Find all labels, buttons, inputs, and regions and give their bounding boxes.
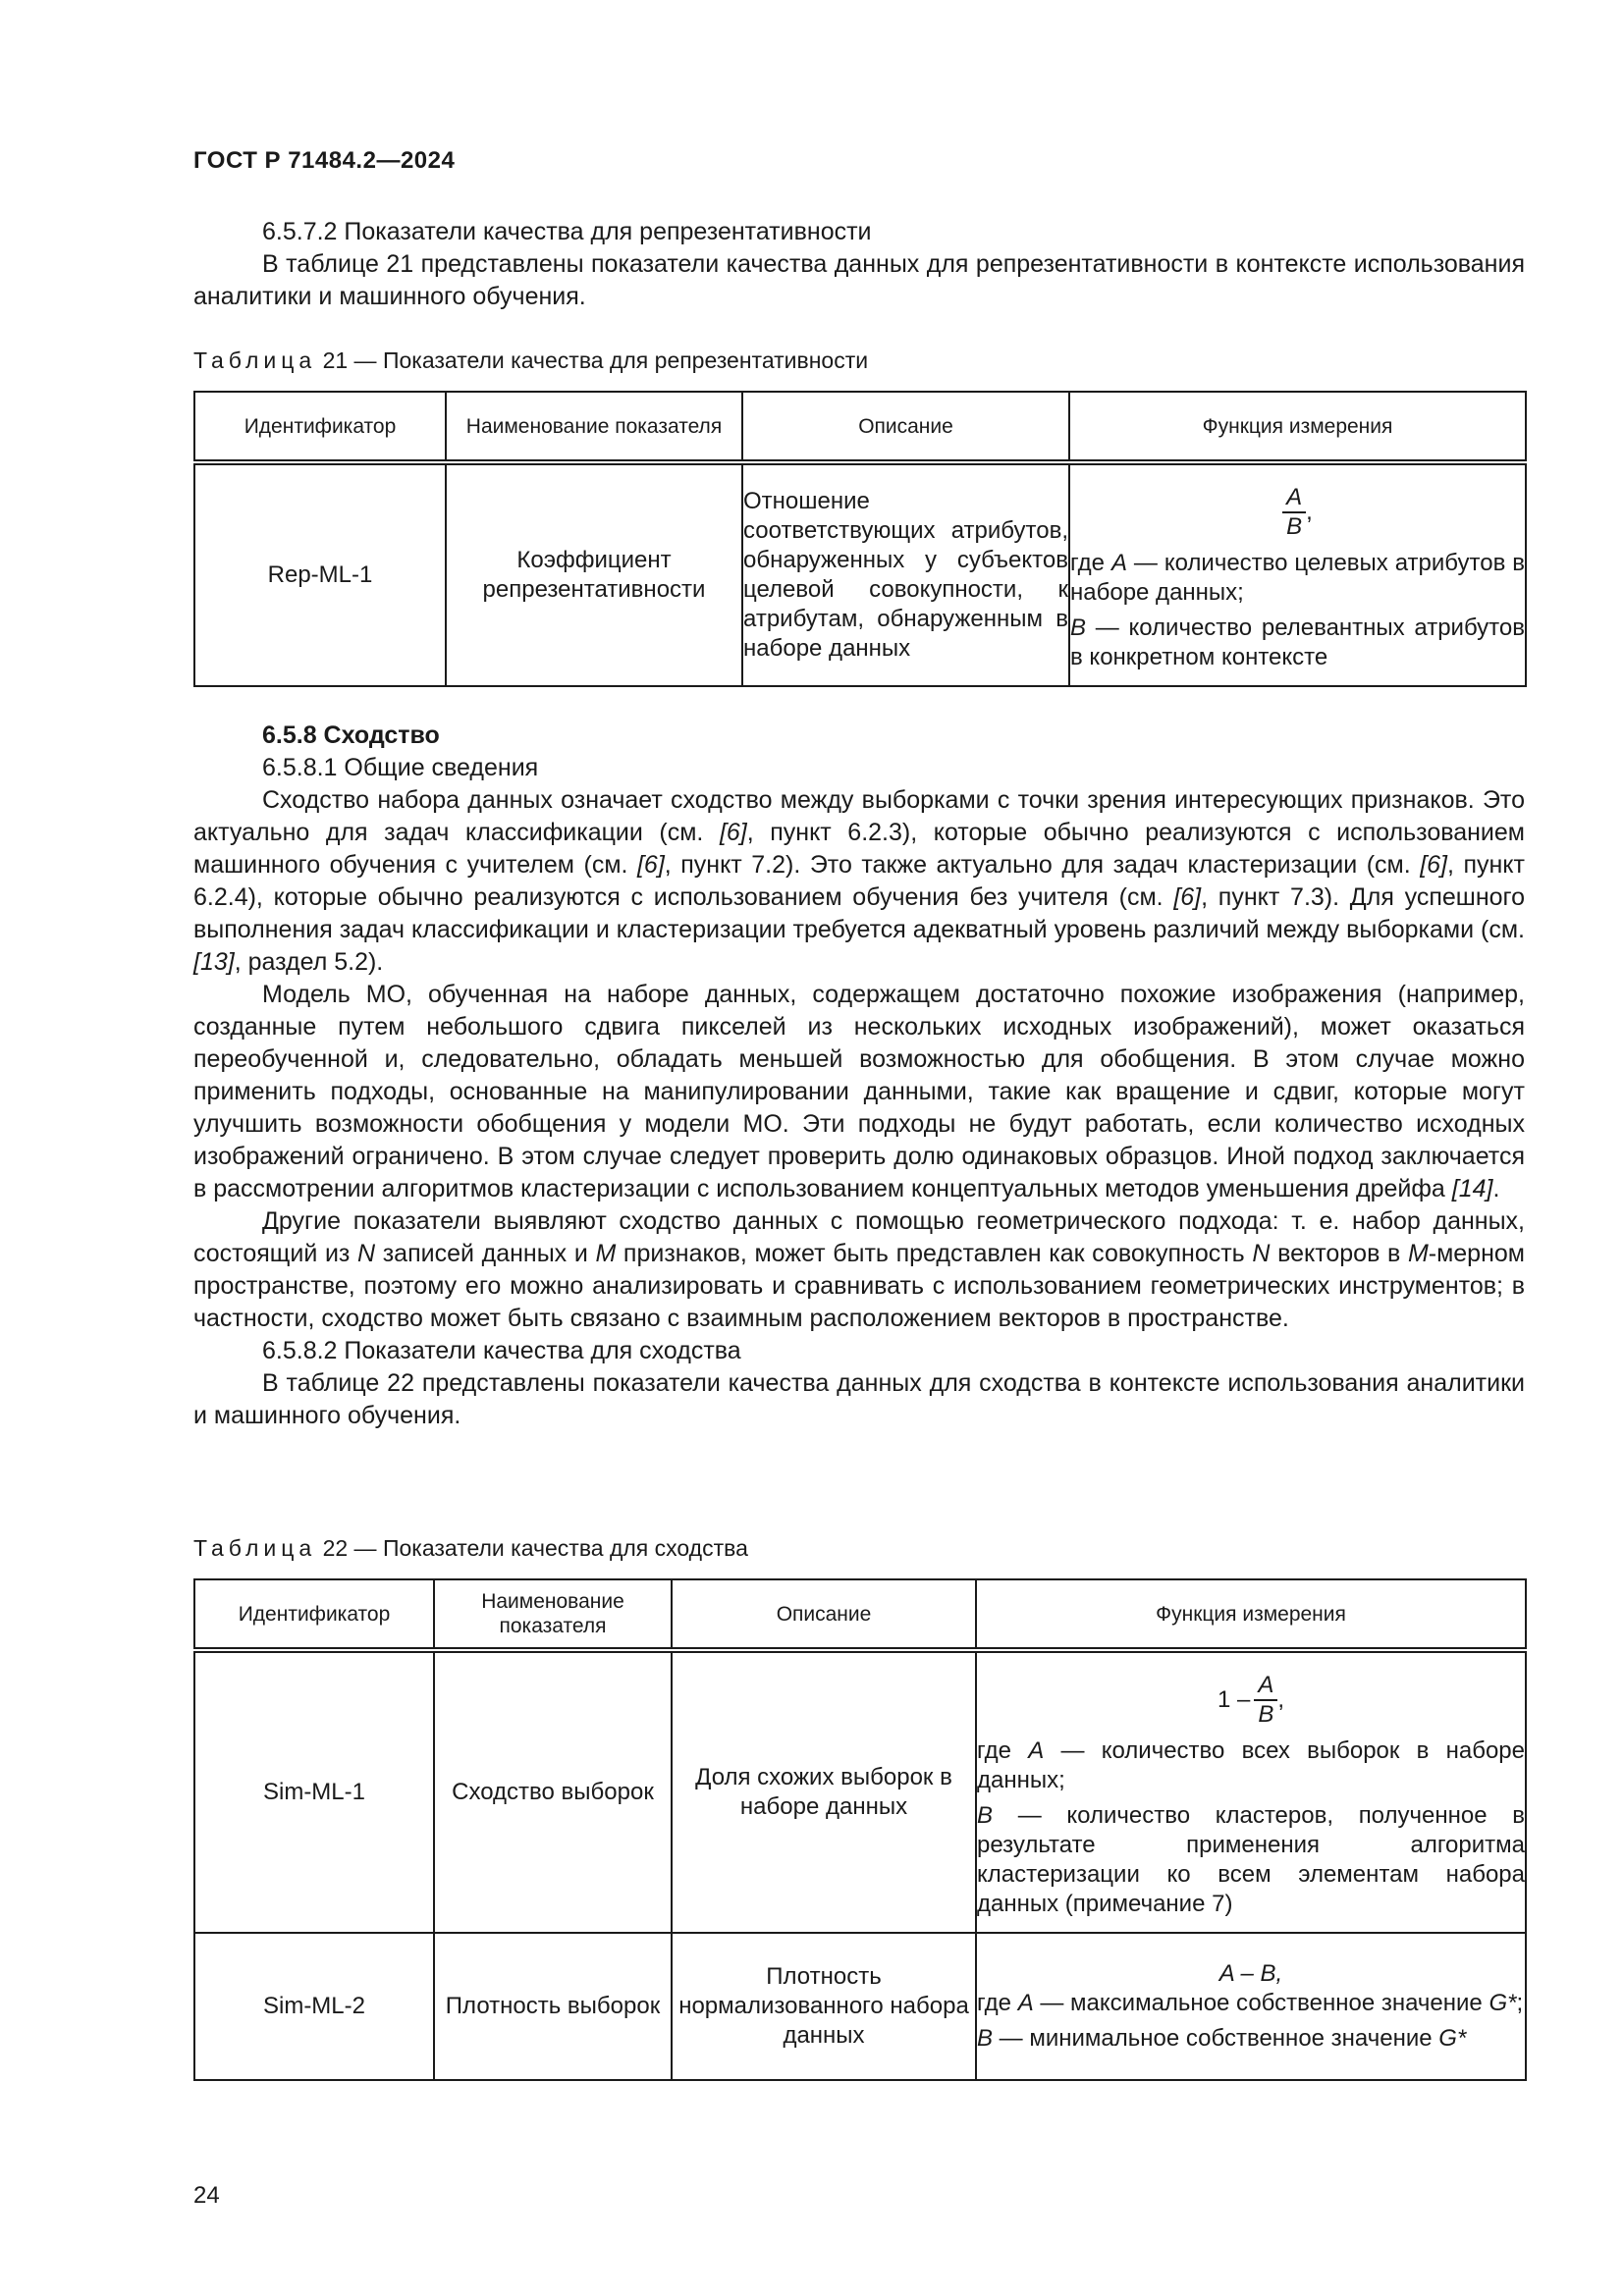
- caption-label: Таблица: [193, 347, 317, 373]
- numerator: A: [1258, 1672, 1274, 1698]
- caption-text: 22 — Показатели качества для сходства: [316, 1535, 748, 1561]
- cell-function: [976, 1933, 1526, 2080]
- where-a: где A — количество всех выборок в наборе данных;: [977, 1737, 1525, 1793]
- where-a: где A — максимальное собственное значение G*;: [977, 1990, 1524, 2016]
- subsection-title: 6.5.8.2 Показатели качества для сходства: [262, 1337, 741, 1364]
- header-name: Наименование показателя: [434, 1579, 672, 1650]
- formula: [977, 1672, 1525, 1729]
- section-6-5-8: [193, 720, 1525, 1432]
- paragraph: В таблице 22 представлены показатели качества данных для сходства в контексте использования аналитики и машинного обучения.: [193, 1369, 1525, 1429]
- header-name: Наименование показателя: [446, 392, 742, 462]
- cell-name: Коэффициент репрезентативности: [446, 462, 742, 686]
- formula: A – B,: [1218, 1960, 1283, 1987]
- paragraph: Другие показатели выявляют сходство данных с помощью геометрического подхода: т. е. набор данных, состоящий из N записей данных и M признаков, может быть представлен как совокупность N векторов в M-мерном пространстве, поэтому его можно анализировать и сравнивать с использованием геометрических инструментов; в частности, сходство может быть связано с взаимным расположением векторов в пространстве.: [193, 1207, 1525, 1332]
- formula-suffix: ,: [1277, 1686, 1285, 1713]
- where-b: B — минимальное собственное значение G*: [977, 2025, 1467, 2052]
- header-description: Описание: [742, 392, 1069, 462]
- table-header-row: [194, 392, 1526, 462]
- table-row: [194, 462, 1526, 686]
- paragraph: Сходство набора данных означает сходство между выборками с точки зрения интересующих признаков. Это актуально для задач классификации (см. [6], пункт 6.2.3), которые обычно реализуются с использованием машинного обучения с учителем (см. [6], пункт 7.2). Это также актуально для задач кластеризации (см. [6], пункт 6.2.4), которые обычно реализуются с использованием обучения без учителя (см. [6], пункт 7.3). Для успешного выполнения задач классификации и кластеризации требуется адекватный уровень различий между выборками (см. [13], раздел 5.2).: [193, 786, 1525, 976]
- formula-prefix: 1 –: [1217, 1686, 1251, 1713]
- denominator: B: [1282, 511, 1306, 541]
- table-21: [193, 391, 1527, 687]
- table-header-row: [194, 1579, 1526, 1650]
- formula: [1070, 484, 1525, 541]
- cell-description: Отношение соответствующих атрибутов, обнаруженных у субъектов целевой совокупности, к атрибутам, обнаруженным в наборе данных: [742, 462, 1069, 686]
- where-a-text: — количество целевых атрибутов в наборе данных;: [1070, 550, 1525, 606]
- cell-identifier: Rep-ML-1: [194, 462, 446, 686]
- header-identifier: Идентификатор: [194, 392, 446, 462]
- cell-description: Плотность нормализованного набора данных: [672, 1933, 976, 2080]
- fraction: [1254, 1672, 1277, 1729]
- table-21-caption: [193, 347, 868, 374]
- denominator: B: [1254, 1699, 1277, 1729]
- cell-function: [976, 1650, 1526, 1933]
- cell-identifier: Sim-ML-2: [194, 1933, 434, 2080]
- table-row: [194, 1933, 1526, 2080]
- header-description: Описание: [672, 1579, 976, 1650]
- caption-text: 21 — Показатели качества для репрезентативности: [316, 347, 869, 373]
- caption-label: Таблица: [193, 1535, 317, 1561]
- page-number: 24: [193, 2182, 220, 2209]
- where-b-text: — количество релевантных атрибутов в конкретном контексте: [1070, 614, 1525, 670]
- table-22-caption: [193, 1535, 748, 1562]
- subsection-title: 6.5.8.1 Общие сведения: [262, 754, 539, 781]
- section-6-5-7-2: [193, 216, 1525, 313]
- document-header: ГОСТ Р 71484.2—2024: [193, 147, 456, 174]
- cell-description: Доля схожих выборок в наборе данных: [672, 1650, 976, 1933]
- numerator: A: [1286, 484, 1303, 510]
- header-identifier: Идентификатор: [194, 1579, 434, 1650]
- paragraph: В таблице 21 представлены показатели качества данных для репрезентативности в контексте использования аналитики и машинного обучения.: [193, 250, 1525, 310]
- formula-suffix: ,: [1306, 499, 1313, 525]
- subsection-title: 6.5.7.2 Показатели качества для репрезентативности: [262, 218, 872, 245]
- fraction: [1282, 484, 1306, 541]
- header-function: Функция измерения: [1069, 392, 1526, 462]
- where-a: [1070, 549, 1525, 608]
- var-b: B: [1070, 614, 1087, 641]
- paragraph: Модель МО, обученная на наборе данных, содержащем достаточно похожие изображения (например, созданные путем небольшого сдвига пикселей из нескольких исходных изображений), может оказаться переобученной и, следовательно, обладать меньшей возможностью для обобщения. В этом случае можно применить подходы, основанные на манипулировании данными, такие как вращение и сдвиг, которые могут улучшить возможности обобщения у модели МО. Эти подходы не будут работать, если количество исходных изображений ограничено. В этом случае следует проверить долю одинаковых образцов. Иной подход заключается в рассмотрении алгоритмов кластеризации с использованием концептуальных методов уменьшения дрейфа [14].: [193, 981, 1525, 1202]
- header-function: Функция измерения: [976, 1579, 1526, 1650]
- cell-name: Сходство выборок: [434, 1650, 672, 1933]
- cell-identifier: Sim-ML-1: [194, 1650, 434, 1933]
- where-b: [1070, 614, 1525, 672]
- section-title: 6.5.8 Сходство: [262, 721, 440, 749]
- where-b: B — количество кластеров, полученное в результате применения алгоритма кластеризации ко всем элементам набора данных (примечание 7): [977, 1802, 1525, 1917]
- cell-function: [1069, 462, 1526, 686]
- table-22: [193, 1578, 1527, 2081]
- table-row: [194, 1650, 1526, 1933]
- where-prefix: где: [1070, 550, 1111, 576]
- cell-name: Плотность выборок: [434, 1933, 672, 2080]
- var-a: A: [1110, 550, 1127, 576]
